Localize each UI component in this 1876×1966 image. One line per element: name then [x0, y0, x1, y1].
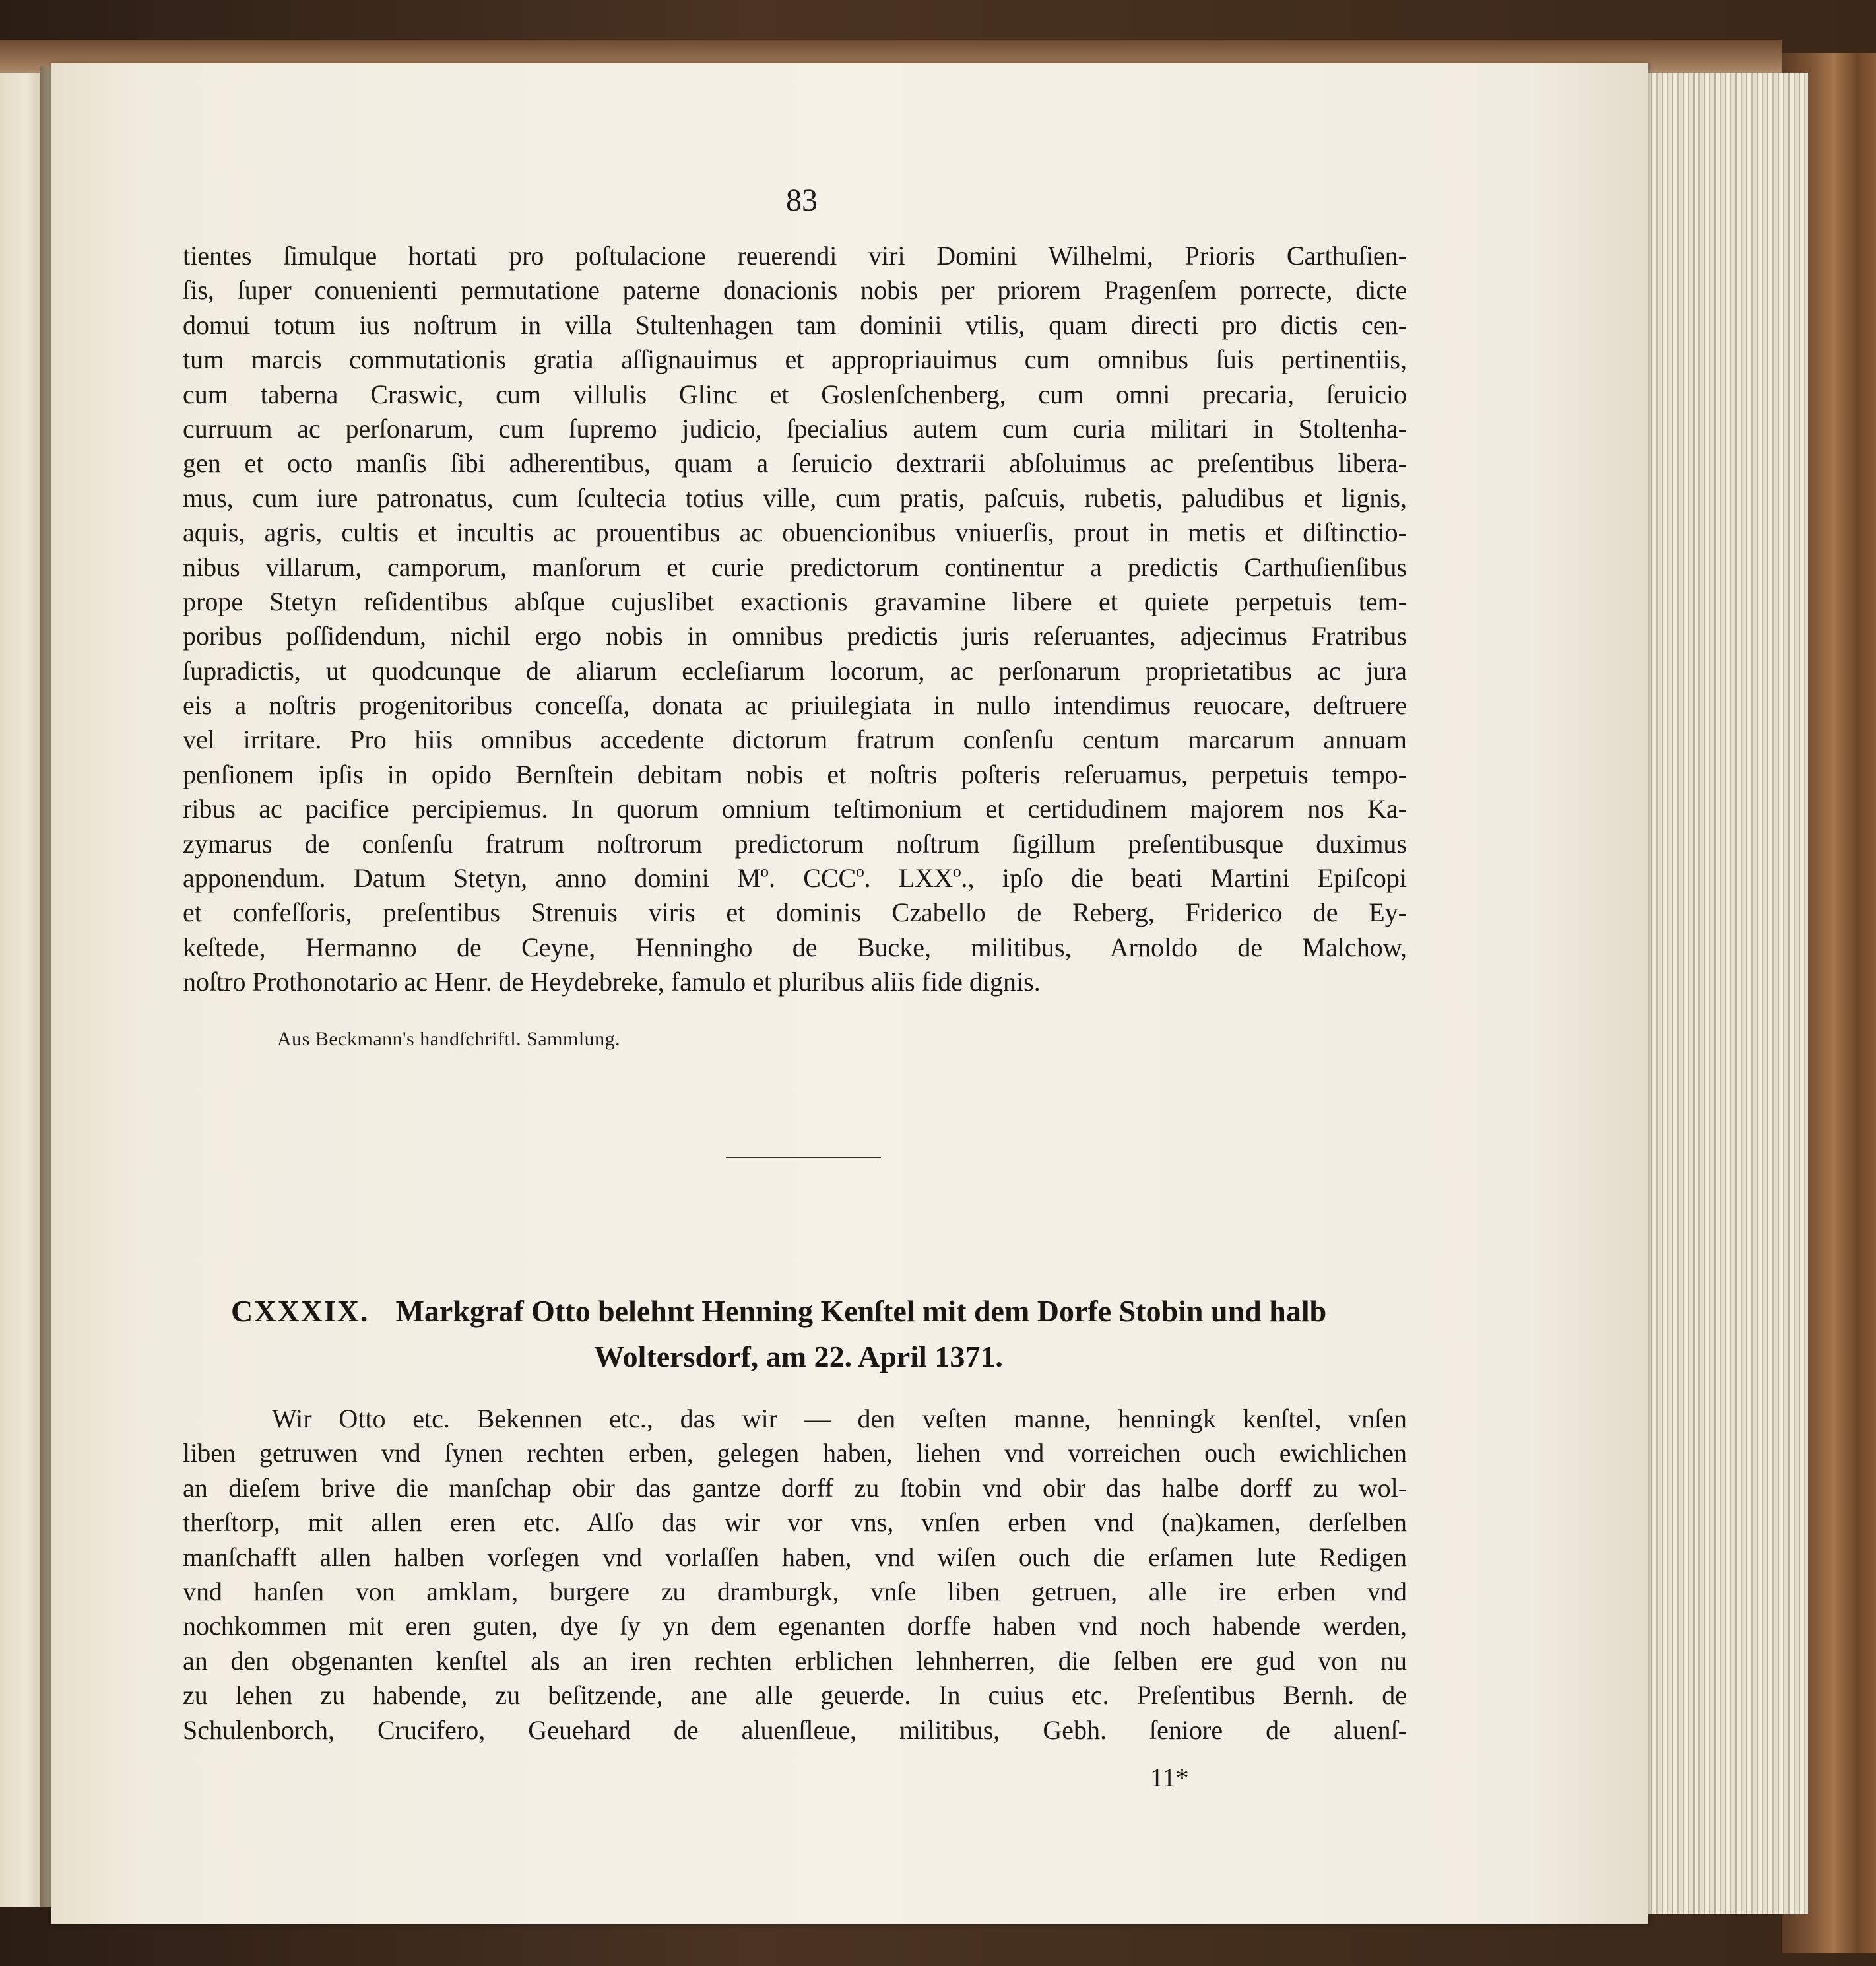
text-line: mus, cum iure patronatus, cum ſcultecia totius ville, cum pratis, paſcuis, rubetis, paludibus et lignis,: [183, 482, 1407, 513]
text-line: Schulenborch, Crucifero, Geuehard de aluenſleue, militibus, Gebh. ſeniore de aluenſ-: [183, 1715, 1407, 1745]
text-line: an den obgenanten kenſtel als an iren rechten erblichen lehnherren, die ſelben ere gud von nu: [183, 1645, 1407, 1676]
text-line: keſtede, Hermanno de Ceyne, Henningho de Bucke, militibus, Arnoldo de Malchow,: [183, 932, 1407, 962]
text-line: poribus poſſidendum, nichil ergo nobis in omnibus predictis juris reſeruantes, adjecimus Fratribus: [183, 621, 1407, 651]
text-line: ſupradictis, ut quodcunque de aliarum eccleſiarum locorum, ac perſonarum proprietatibus ac jura: [183, 655, 1407, 686]
text-line: zu lehen zu habende, zu beſitzende, ane alle geuerde. In cuius etc. Preſentibus Bernh. de: [183, 1680, 1407, 1711]
text-line: et confeſſoris, preſentibus Strenuis viris et dominis Czabello de Reberg, Friderico de Ey-: [183, 898, 1407, 928]
text-line: aquis, agris, cultis et incultis ac prouentibus ac obuencionibus vniuerſis, prout in metis et diſtinctio-: [183, 517, 1407, 548]
source-note: Aus Beckmann's handſchriftl. Sammlung.: [277, 1028, 621, 1050]
latin-charter-paragraph: [183, 239, 1407, 1000]
text-line: ribus ac pacifice percipiemus. In quorum omnium teſtimonium et certidudinem majorem nos Ka-: [183, 794, 1407, 824]
german-charter-paragraph: [183, 1402, 1407, 1748]
text-line: liben getruwen vnd ſynen rechten erben, gelegen haben, liehen vnd vorreichen ouch ewichlichen: [183, 1438, 1407, 1468]
text-line: prope Stetyn reſidentibus abſque cujuslibet exactionis gravamine libere et quiete perpetuis tem-: [183, 586, 1407, 616]
text-line: ſis, ſuper conuenienti permutatione paterne donacionis nobis per priorem Pragenſem porrecte, dicte: [183, 275, 1407, 306]
text-line: penſionem ipſis in opido Bernſtein debitam nobis et noſtris poſteris reſeruamus, perpetuis tempo-: [183, 759, 1407, 789]
text-line: noſtro Prothonotario ac Henr. de Heydebreke, famulo et pluribus aliis fide dignis.: [183, 967, 1041, 997]
text-line: nibus villarum, camporum, manſorum et curie predictorum continentur a predictis Carthuſienſibus: [183, 552, 1407, 582]
document-heading: [231, 1294, 1366, 1374]
heading-line-2: Woltersdorf, am 22. April 1371.: [594, 1340, 1003, 1373]
page-stack-edges: [1636, 73, 1808, 1914]
text-line: cum taberna Craswic, cum villulis Glinc et Goslenſchenberg, cum omni precaria, ſeruicio: [183, 379, 1407, 409]
text-line: zymarus de conſenſu fratrum noſtrorum predictorum noſtrum ſigillum preſentibusque duximus: [183, 828, 1407, 859]
text-line: Wir Otto etc. Bekennen etc., das wir — den veſten manne, henningk kenſtel, vnſen: [272, 1404, 1407, 1433]
text-line: vnd hanſen von amklam, burgere zu dramburgk, vnſe liben getruen, alle ire erben vnd: [183, 1576, 1407, 1606]
text-line: curruum ac perſonarum, cum ſupremo judicio, ſpecialius autem cum curia militari in Stoltenha-: [183, 413, 1407, 443]
text-line: apponendum. Datum Stetyn, anno domini Mº. CCCº. LXXº., ipſo die beati Martini Epiſcopi: [183, 863, 1407, 894]
text-line: tum marcis commutationis gratia aſſignauimus et appropriauimus cum omnibus ſuis pertinentiis,: [183, 344, 1407, 375]
text-line: vel irritare. Pro hiis omnibus accedente dictorum fratrum conſenſu centum marcarum annuam: [183, 725, 1407, 755]
text-line: manſchafft allen halben vorſegen vnd vorlaſſen haben, vnd wiſen ouch die erſamen lute Redigen: [183, 1542, 1407, 1572]
text-line: tientes ſimulque hortati pro poſtulacione reuerendi viri Domini Wilhelmi, Prioris Carthuſien-: [183, 241, 1407, 271]
text-line: eis a noſtris progenitoribus conceſſa, donata ac priuilegiata in nullo intendimus reuocare, deſtruere: [183, 690, 1407, 721]
document-number: CXXXIX.: [231, 1294, 370, 1328]
text-line: nochkommen mit eren guten, dye ſy yn dem egenanten dorffe haben vnd noch habende werden,: [183, 1611, 1407, 1641]
text-line: an dieſem brive die manſchap obir das gantze dorff zu ſtobin vnd obir das halbe dorff zu wol-: [183, 1472, 1407, 1503]
section-divider: [726, 1157, 881, 1158]
heading-line-1: [231, 1294, 1366, 1328]
text-line: domui totum ius noſtrum in villa Stultenhagen tam dominii vtilis, quam directi pro dictis cen-: [183, 310, 1407, 340]
signature-mark: 11*: [1150, 1763, 1189, 1792]
heading-title: Markgraf Otto belehnt Henning Kenſtel mit dem Dorfe Stobin und halb: [395, 1294, 1327, 1328]
text-line: therſtorp, mit allen eren etc. Alſo das wir vor vns, vnſen erben vnd (na)kamen, derſelben: [183, 1507, 1407, 1538]
page-number: 83: [786, 183, 818, 218]
text-line: gen et octo manſis ſibi adherentibus, quam a ſeruicio dextrarii abſoluimus ac preſentibus libera-: [183, 448, 1407, 478]
